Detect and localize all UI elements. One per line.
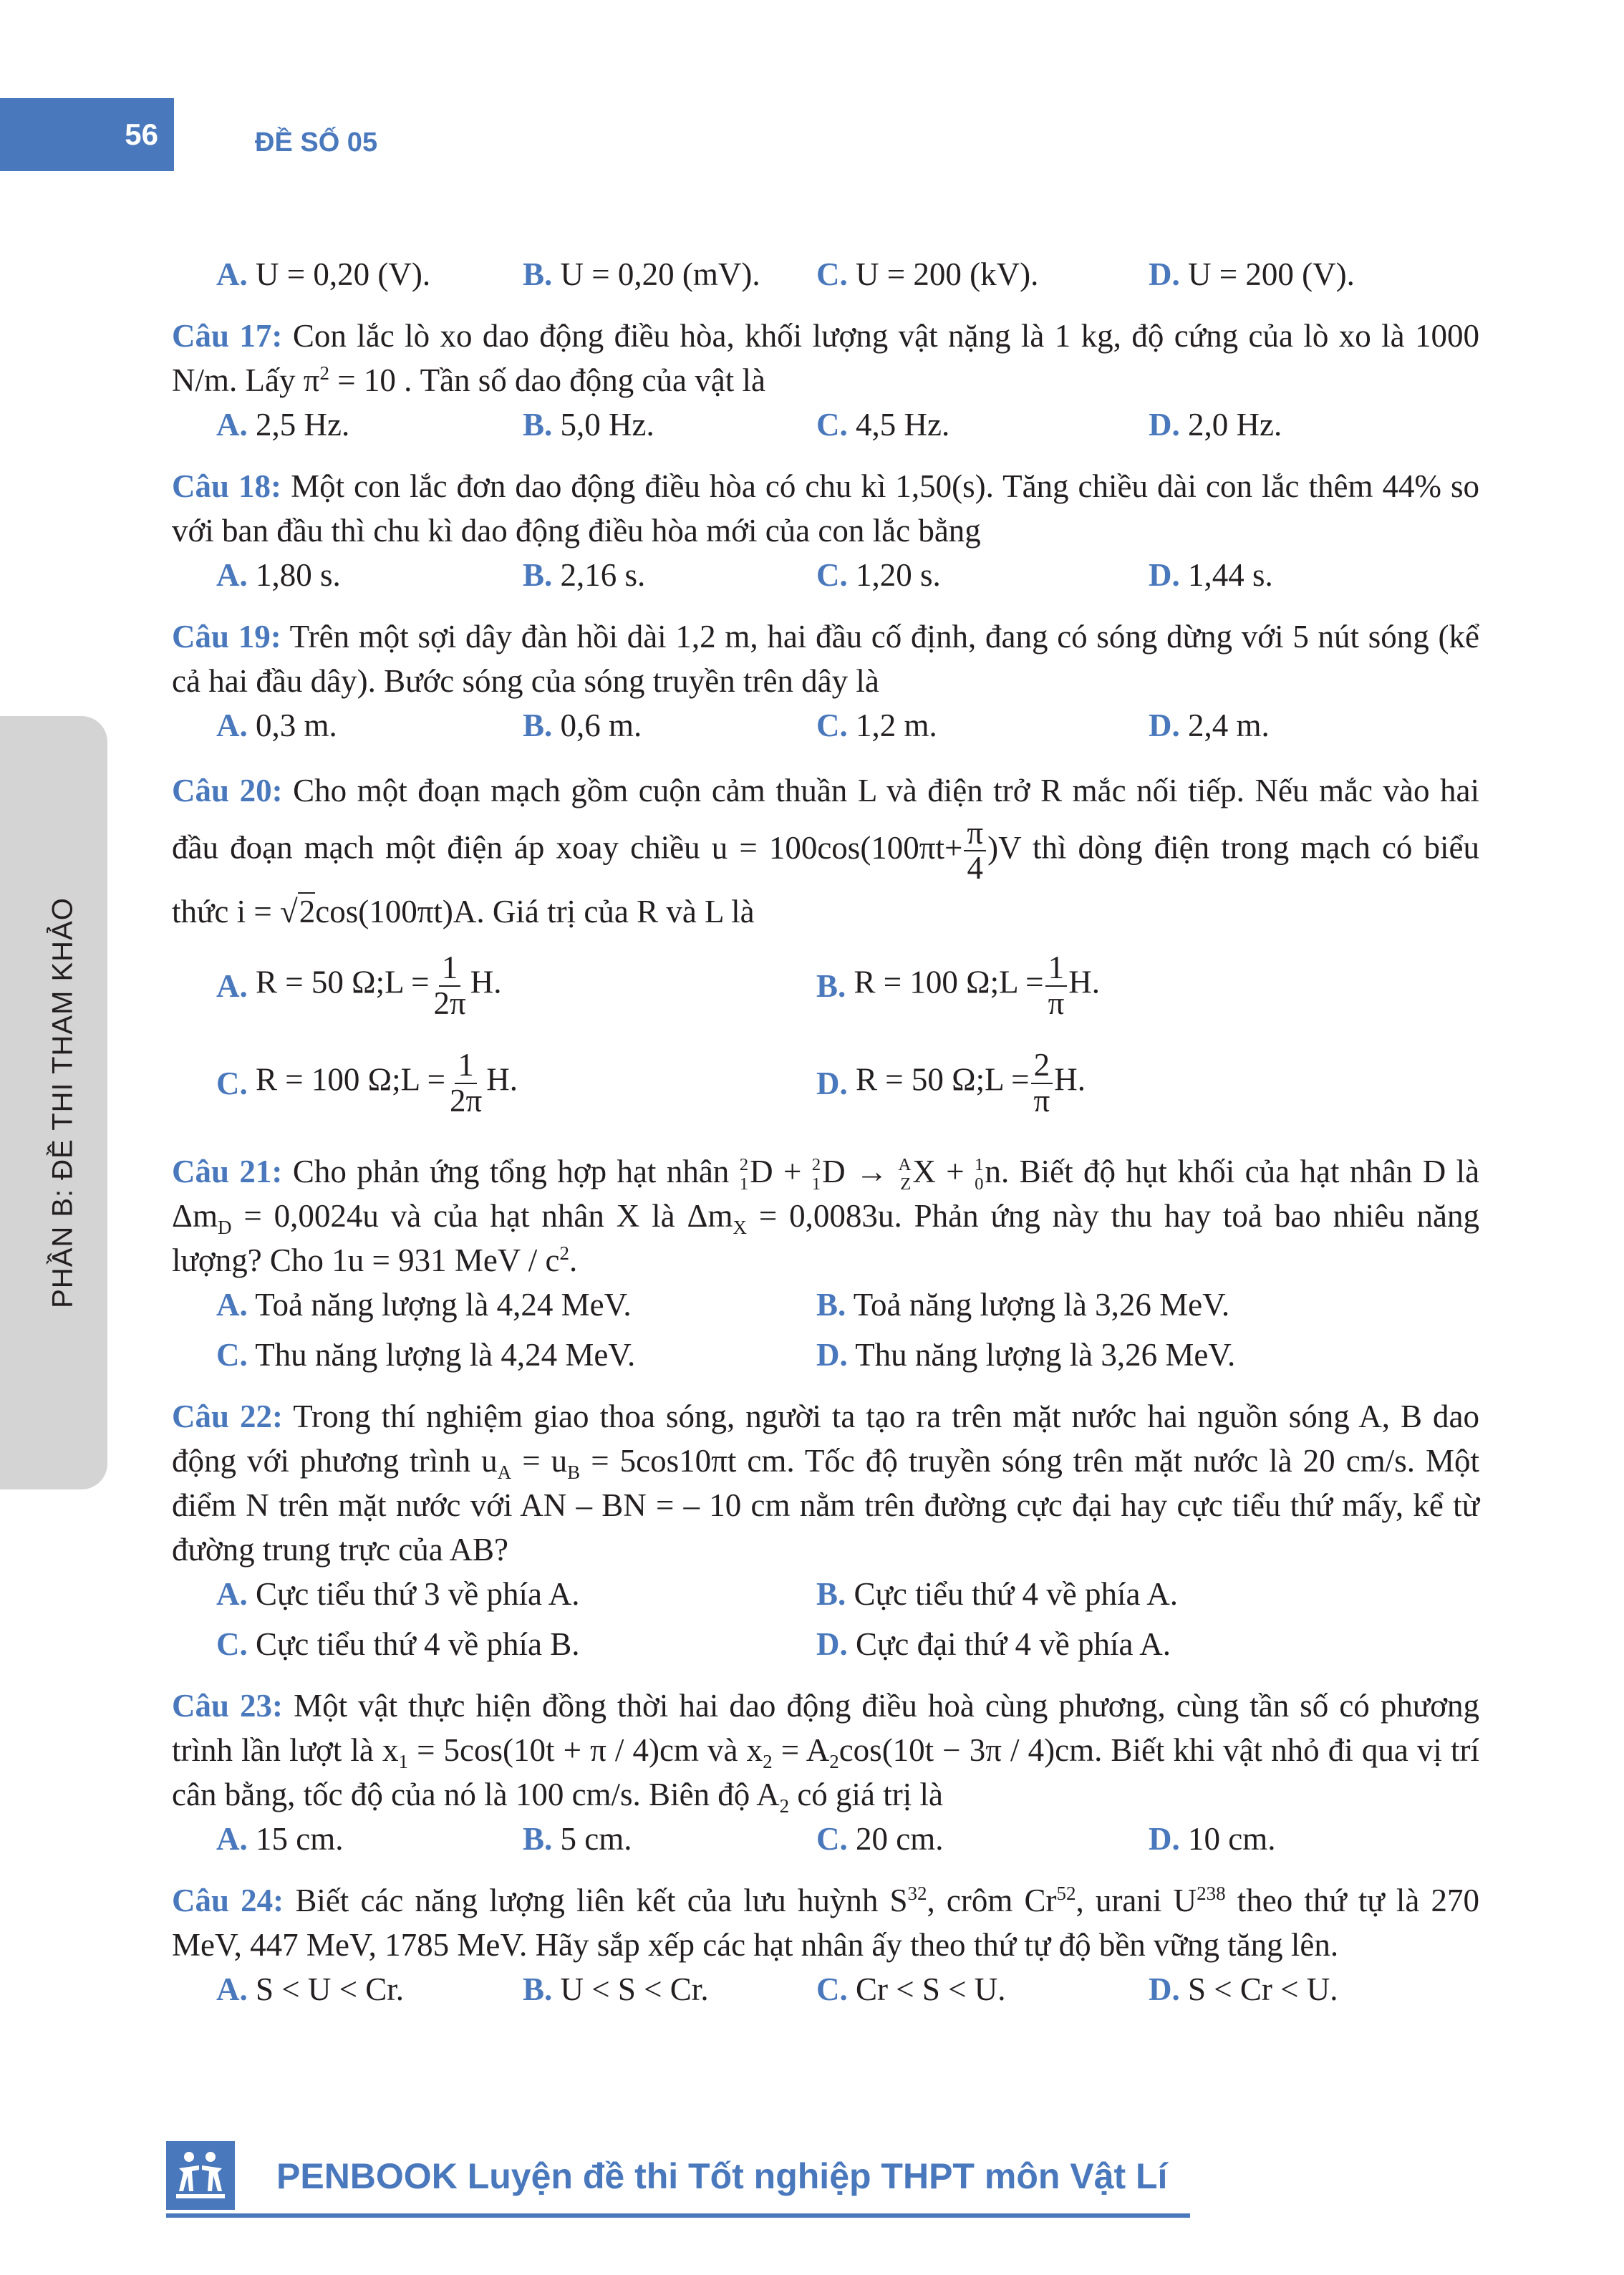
- question-22-options-row-2: [172, 1622, 1479, 1666]
- option-d: D. 1,44 s.: [1149, 557, 1273, 593]
- option-a: A. 15 cm.: [216, 1821, 344, 1858]
- option-a: A. 0,3 m.: [216, 707, 337, 743]
- question-22-options-row-1: [172, 1572, 1479, 1616]
- voltage-formula: u = 100cos(100πt+ $\frac{\pi}{4}$ )V: [711, 815, 1021, 887]
- question-18-options: [172, 553, 1479, 597]
- option-c: C. 4,5 Hz.: [816, 407, 950, 443]
- question-20-options-row-2: [172, 1035, 1479, 1132]
- option-b: B. 5 cm.: [523, 1821, 632, 1858]
- option-b: B. Toả năng lượng là 3,26 MeV.: [816, 1287, 1230, 1323]
- questions: [172, 252, 1479, 2011]
- question-17: Câu 17: Con lắc lò xo dao động điều hòa, khối lượng vật nặng là 1 kg, độ cứng của lò xo là 1000 N/m. Lấy $\pi^2 = 10$ . Tần số dao động của vật là: [172, 318, 1480, 398]
- option-b: B. 2,16 s.: [523, 557, 646, 593]
- question-22: Câu 22: Trong thí nghiệm giao thoa sóng, người ta tạo ra trên mặt nước hai nguồn sóng A, B dao động với phương trình $u_A = u_B = 5\cos 10\pi t$ cm. Tốc độ truyền sóng trên mặt nước là 20 cm/s. Một điểm N trên mặt nước với AN – BN = – 10 cm nằm trên đường cực đại hay cực tiểu thứ mấy, kể từ đường trung trực của AB?: [172, 1399, 1480, 1568]
- question-21: Câu 21: Cho phản ứng tổng hợp hạt nhân 2 1 D + 2 1 D → A Z X + 1 0 n. Biết độ hụt khối của hạt nhân D là $\Delta m_D = 0,0024u$ và của hạt nhân X là $\Delta m_X = 0,0083u$. Phản ứng này thu hay toả bao nhiêu năng lượng? Cho 1u = 931 MeV / $c^2$.: [172, 1153, 1480, 1279]
- option-c: C. R = 100 Ω;L = $\frac{1}{2\pi}$ H.: [216, 1047, 518, 1119]
- option-c: C. 1,2 m.: [816, 707, 937, 743]
- page-number: 56: [0, 98, 174, 171]
- question-19-options: [172, 703, 1479, 748]
- current-formula: i = √2cos(100πt)A: [236, 893, 477, 929]
- question-20: Câu 20: Cho một đoạn mạch gồm cuộn cảm thuần L và điện trở R mắc nối tiếp. Nếu mắc vào hai đầu đoạn mạch một điện áp xoay chiều u = 100cos(100πt+ $\frac{\pi}{4}$ )V thì dòng điện trong mạch có biểu thức i = √2cos(100πt)A. Giá trị của R và L là: [172, 773, 1480, 929]
- option-b: B. 0,6 m.: [523, 707, 642, 743]
- reaction-equation: 2 1 D + 2 1 D → A Z X + 1 0 n: [739, 1153, 1001, 1194]
- question-21-options-row-1: [172, 1283, 1479, 1327]
- option-c: C. Thu năng lượng là 4,24 MeV.: [216, 1337, 636, 1373]
- option-d: D. S < Cr < U.: [1149, 1971, 1338, 2008]
- question-24: Câu 24: Biết các năng lượng liên kết của lưu huỳnh $S^{32}$, crôm Cr$^{52}$, urani $U^{238}$ theo thứ tự là 270 MeV, 447 MeV, 1785 MeV. Hãy sắp xếp các hạt nhân ấy theo thứ tự độ bền vững tăng lên.: [172, 1883, 1480, 1964]
- option-b: B. Cực tiểu thứ 4 về phía A.: [816, 1576, 1178, 1613]
- option-a: A. 1,80 s.: [216, 557, 341, 593]
- option-a: A. Toả năng lượng là 4,24 MeV.: [216, 1287, 632, 1323]
- side-tab-label: PHẦN B: ĐỀ THI THAM KHẢO: [47, 897, 79, 1308]
- question-17-options: [172, 402, 1479, 447]
- footer-divider: [166, 2213, 1190, 2218]
- prev-question-options: [172, 252, 1479, 296]
- option-c: C. Cr < S < U.: [816, 1971, 1006, 2008]
- option-b: B. U = 0,20 (mV).: [523, 256, 760, 292]
- penbook-logo-icon: [166, 2141, 235, 2210]
- question-23-options: [172, 1817, 1479, 1861]
- question-18: Câu 18: Một con lắc đơn dao động điều hòa có chu kì 1,50(s). Tăng chiều dài con lắc thêm 44% so với ban đầu thì chu kì dao động điều hòa mới của con lắc bằng: [172, 468, 1480, 549]
- question-20-options-row-1: [172, 937, 1479, 1035]
- option-b: B. U < S < Cr.: [523, 1971, 709, 2008]
- option-b: B. 5,0 Hz.: [523, 407, 654, 443]
- question-21-options-row-2: [172, 1333, 1479, 1377]
- footer-title: PENBOOK Luyện đề thi Tốt nghiệp THPT môn Vật Lí: [276, 2156, 1168, 2196]
- option-a: A. Cực tiểu thứ 3 về phía A.: [216, 1576, 580, 1613]
- option-c: C. U = 200 (kV).: [816, 256, 1039, 292]
- option-a: A. S < U < Cr.: [216, 1971, 405, 2008]
- option-b: B. R = 100 Ω;L = $\frac{1}{\pi}$ H.: [816, 950, 1101, 1021]
- question-19: Câu 19: Trên một sợi dây đàn hồi dài 1,2 m, hai đầu cố định, đang có sóng dừng với 5 nút sóng (kể cả hai đầu dây). Bước sóng của sóng truyền trên dây là: [172, 619, 1479, 699]
- option-c: C. Cực tiểu thứ 4 về phía B.: [216, 1626, 580, 1663]
- option-d: D. 10 cm.: [1149, 1821, 1276, 1858]
- option-d: D. 2,4 m.: [1149, 707, 1270, 743]
- exam-title: ĐỀ SỐ 05: [255, 127, 378, 158]
- option-c: C. 1,20 s.: [816, 557, 941, 593]
- question-23: Câu 23: Một vật thực hiện đồng thời hai dao động điều hoà cùng phương, cùng tần số có phương trình lần lượt là $x_1 = 5\cos(10t + \pi / 4)cm$ và $x_2 = A_2\cos(10t - 3\pi / 4)cm$. Biết khi vật nhỏ đi qua vị trí cân bằng, tốc độ của nó là 100 cm/s. Biên độ $A_2$ có giá trị là: [172, 1688, 1480, 1817]
- option-d: D. R = 50 Ω;L = $\frac{2}{\pi}$ H.: [816, 1047, 1086, 1119]
- option-d: D. Thu năng lượng là 3,26 MeV.: [816, 1337, 1236, 1373]
- option-a: A. U = 0,20 (V).: [216, 256, 431, 292]
- option-d: D. U = 200 (V).: [1149, 256, 1355, 292]
- option-c: C. 20 cm.: [816, 1821, 944, 1858]
- question-24-options: [172, 1967, 1479, 2011]
- option-a: A. 2,5 Hz.: [216, 407, 350, 443]
- option-a: A. R = 50 Ω;L = $\frac{1}{2\pi}$ H.: [216, 950, 502, 1021]
- option-d: D. Cực đại thứ 4 về phía A.: [816, 1626, 1171, 1663]
- option-d: D. 2,0 Hz.: [1149, 407, 1282, 443]
